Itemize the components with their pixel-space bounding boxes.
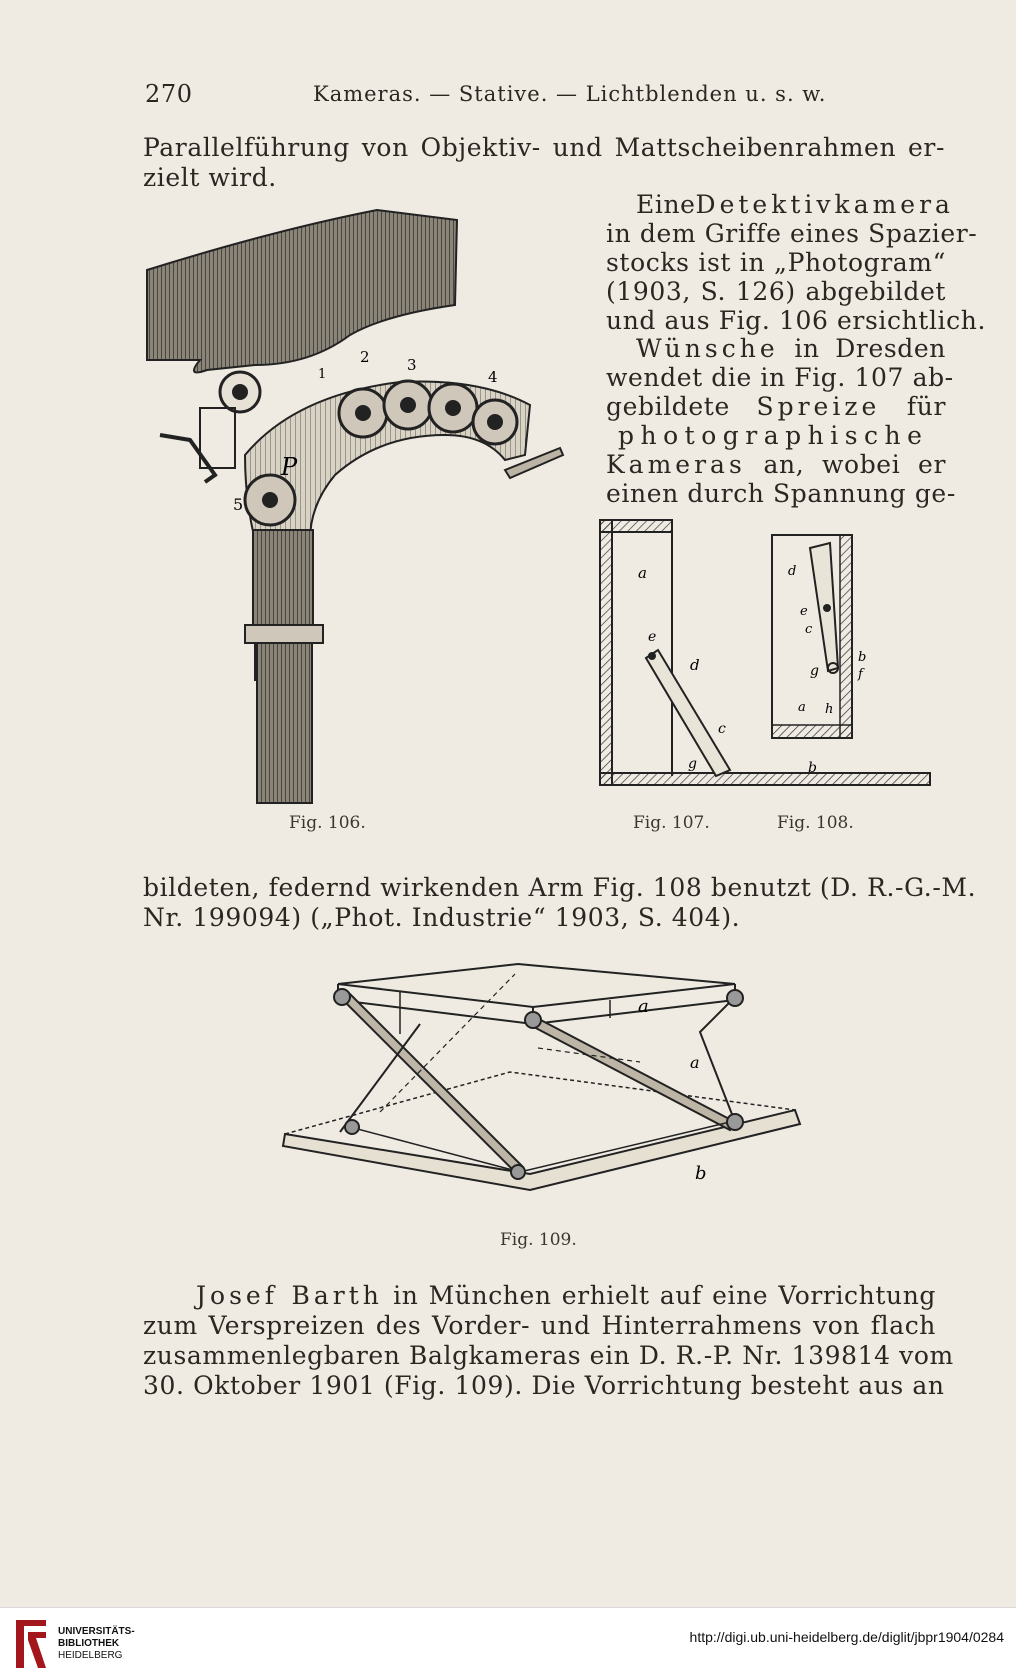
fig108-label: c xyxy=(805,622,813,637)
fig108-label: f xyxy=(858,667,863,682)
running-title: Kameras. — Stative. — Lichtblenden u. s. w. xyxy=(313,82,827,106)
text-line xyxy=(636,190,954,219)
page-number: 270 xyxy=(145,80,193,108)
text-fragment: in Dresden xyxy=(794,334,947,363)
library-name-line: UNIVERSITÄTS- xyxy=(58,1626,135,1637)
footer-bar xyxy=(0,1607,1016,1680)
text-line: Parallelführung von Objektiv- und Mattscheibenrahmen er- xyxy=(143,133,945,162)
library-name xyxy=(58,1626,135,1662)
fig106-label: P xyxy=(281,453,298,481)
fig109-label: a xyxy=(638,996,649,1017)
figure-108-caption: Fig. 108. xyxy=(777,813,854,833)
text-line: zielt wird. xyxy=(143,163,277,192)
fig107-label: g xyxy=(688,756,697,772)
spaced-name: Wünsche xyxy=(636,334,779,363)
text-line: zusammenlegbaren Balgkameras ein D. R.-P. Nr. 139814 vom xyxy=(143,1341,954,1370)
spaced-term: Spreize xyxy=(756,392,881,421)
spaced-term: photographische xyxy=(618,421,929,450)
text-line: und aus Fig. 106 ersichtlich. xyxy=(606,306,986,335)
figure-108-illustration xyxy=(770,533,867,741)
text-line: einen durch Spannung ge- xyxy=(606,479,956,508)
spaced-term: Detektivkamera xyxy=(695,190,954,219)
figure-106-illustration xyxy=(145,210,580,805)
spaced-term: Kameras xyxy=(606,450,746,479)
text-line: stocks ist in „Photogram“ xyxy=(606,248,946,277)
text-line xyxy=(606,450,946,479)
fig109-label: b xyxy=(695,1163,707,1184)
text-line xyxy=(606,392,946,421)
text-line xyxy=(196,1281,936,1310)
text-fragment: gebildete xyxy=(606,392,730,421)
library-name-line: HEIDELBERG xyxy=(58,1650,123,1661)
fig108-label: b xyxy=(858,650,867,665)
fig109-label: a xyxy=(690,1053,700,1072)
text-line: Nr. 199094) („Phot. Industrie“ 1903, S. 404). xyxy=(143,903,741,932)
figure-106-caption: Fig. 106. xyxy=(289,813,366,833)
text-fragment: in München erhielt auf eine Vorrichtung xyxy=(393,1281,937,1310)
fig107-label: b xyxy=(808,760,817,776)
fig108-label: d xyxy=(788,564,797,579)
fig108-label: a xyxy=(798,700,806,715)
fig108-label: h xyxy=(825,702,834,717)
text-line: bildeten, federnd wirkenden Arm Fig. 108 benutzt (D. R.-G.-M. xyxy=(143,873,977,902)
spaced-name: Josef Barth xyxy=(196,1281,383,1310)
fig107-label: d xyxy=(690,656,700,674)
text-line: (1903, S. 126) abgebildet xyxy=(606,277,946,306)
text-line: in dem Griffe eines Spazier- xyxy=(606,219,978,248)
university-logo-icon xyxy=(10,1616,52,1672)
text-line: 30. Oktober 1901 (Fig. 109). Die Vorrichtung besteht aus an xyxy=(143,1371,945,1400)
text-line: wendet die in Fig. 107 ab- xyxy=(606,363,954,392)
fig107-label: e xyxy=(648,629,657,645)
fig107-label: a xyxy=(638,564,647,582)
figure-109-illustration xyxy=(280,962,800,1182)
text-line xyxy=(636,334,946,363)
text-fragment: Eine xyxy=(636,190,696,219)
fig106-label: 5 xyxy=(233,495,244,514)
library-name-line: BIBLIOTHEK xyxy=(58,1638,120,1649)
fig106-label: 4 xyxy=(488,368,498,386)
figure-107-caption: Fig. 107. xyxy=(633,813,710,833)
text-fragment: für xyxy=(906,392,947,421)
source-url-link[interactable]: http://digi.ub.uni-heidelberg.de/diglit/jbpr1904/0284 xyxy=(689,1629,1004,1645)
figure-107-illustration xyxy=(598,518,933,793)
fig107-label: c xyxy=(718,721,726,737)
fig108-label: g xyxy=(810,663,819,679)
figure-109-caption: Fig. 109. xyxy=(500,1230,577,1250)
fig108-label: e xyxy=(800,604,808,619)
fig106-label: 2 xyxy=(360,348,370,366)
fig106-label: 3 xyxy=(407,356,417,374)
text-fragment: an, wobei er xyxy=(763,450,946,479)
fig106-label: 1 xyxy=(318,367,327,382)
text-line: zum Verspreizen des Vorder- und Hinterrahmens von flach xyxy=(143,1311,936,1340)
